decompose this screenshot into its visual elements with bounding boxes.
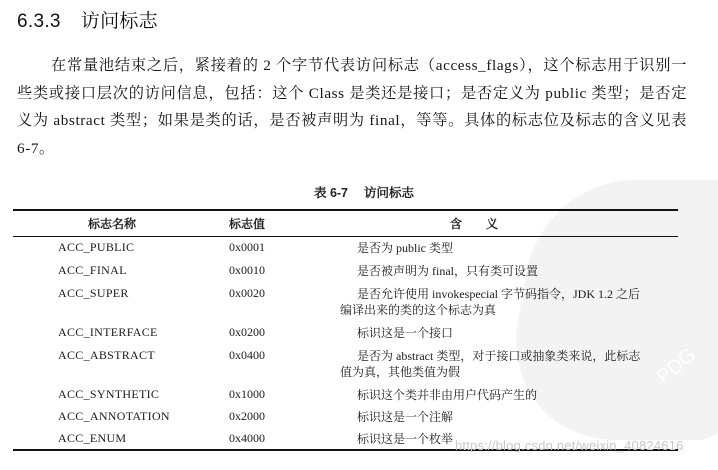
flag-meaning: 标识这是一个枚举	[357, 432, 454, 446]
flag-value: 0x2000	[229, 409, 265, 423]
flag-value: 0x0200	[229, 325, 265, 339]
flag-meaning: 标识这是一个接口	[357, 326, 454, 340]
flag-name: ACC_SUPER	[58, 286, 129, 300]
body-paragraph: 在常量池结束之后，紧接着的 2 个字节代表访问标志（access_flags），这个标志用于识别一些类或接口层次的访问信息，包括：这个 Class 是类还是接口；是否定义为 public 类型；是否定义为 abstract 类型；如果是类的话，是否被声明为 final，等等。具体的标志位及标志的含义见表 6-7。	[17, 57, 687, 157]
header-flag-name: 标志名称	[88, 217, 137, 231]
section-number: 6.3.3	[17, 11, 61, 32]
flag-meaning: 标识这是一个注解	[357, 410, 454, 424]
header-meaning: 含 义	[450, 217, 499, 231]
flag-meaning: 是否允许使用 invokespecial 字节码指令，JDK 1.2 之后 编译出来的类的这个标志为真	[340, 287, 640, 317]
flag-meaning: 是否为 abstract 类型，对于接口或抽象类来说，此标志 值为真，其他类值为假	[340, 349, 641, 379]
flag-meaning: 是否为 public 类型	[357, 241, 453, 255]
table-caption-number: 表 6-7	[313, 186, 349, 200]
flag-name: ACC_ABSTRACT	[58, 348, 155, 362]
flag-value: 0x4000	[229, 431, 265, 445]
watermark-url: https://blog.csdn.net/weixin_40824616	[455, 438, 684, 453]
flag-value: 0x0001	[229, 240, 265, 254]
flag-name: ACC_INTERFACE	[58, 325, 158, 339]
flag-meaning: 标识这个类并非由用户代码产生的	[357, 388, 538, 402]
flag-value: 0x0010	[229, 263, 265, 277]
flag-name: ACC_SYNTHETIC	[58, 387, 160, 401]
table-caption-title: 访问标志	[364, 186, 415, 200]
flag-value: 0x1000	[229, 387, 265, 401]
header-flag-value: 标志值	[229, 217, 266, 231]
section-heading	[17, 6, 158, 33]
flag-name: ACC_ANNOTATION	[58, 409, 170, 423]
section-title: 访问标志	[80, 11, 158, 32]
table-header-rule	[13, 236, 678, 237]
flag-value: 0x0400	[229, 348, 265, 362]
flag-value: 0x0020	[229, 286, 265, 300]
table-top-rule	[13, 209, 678, 211]
flag-name: ACC_PUBLIC	[58, 240, 135, 254]
watermark-pdg: PDG	[652, 343, 701, 389]
flag-name: ACC_FINAL	[58, 263, 127, 277]
flag-name: ACC_ENUM	[58, 431, 127, 445]
flag-meaning: 是否被声明为 final，只有类可设置	[357, 264, 538, 278]
table-caption	[0, 183, 718, 201]
